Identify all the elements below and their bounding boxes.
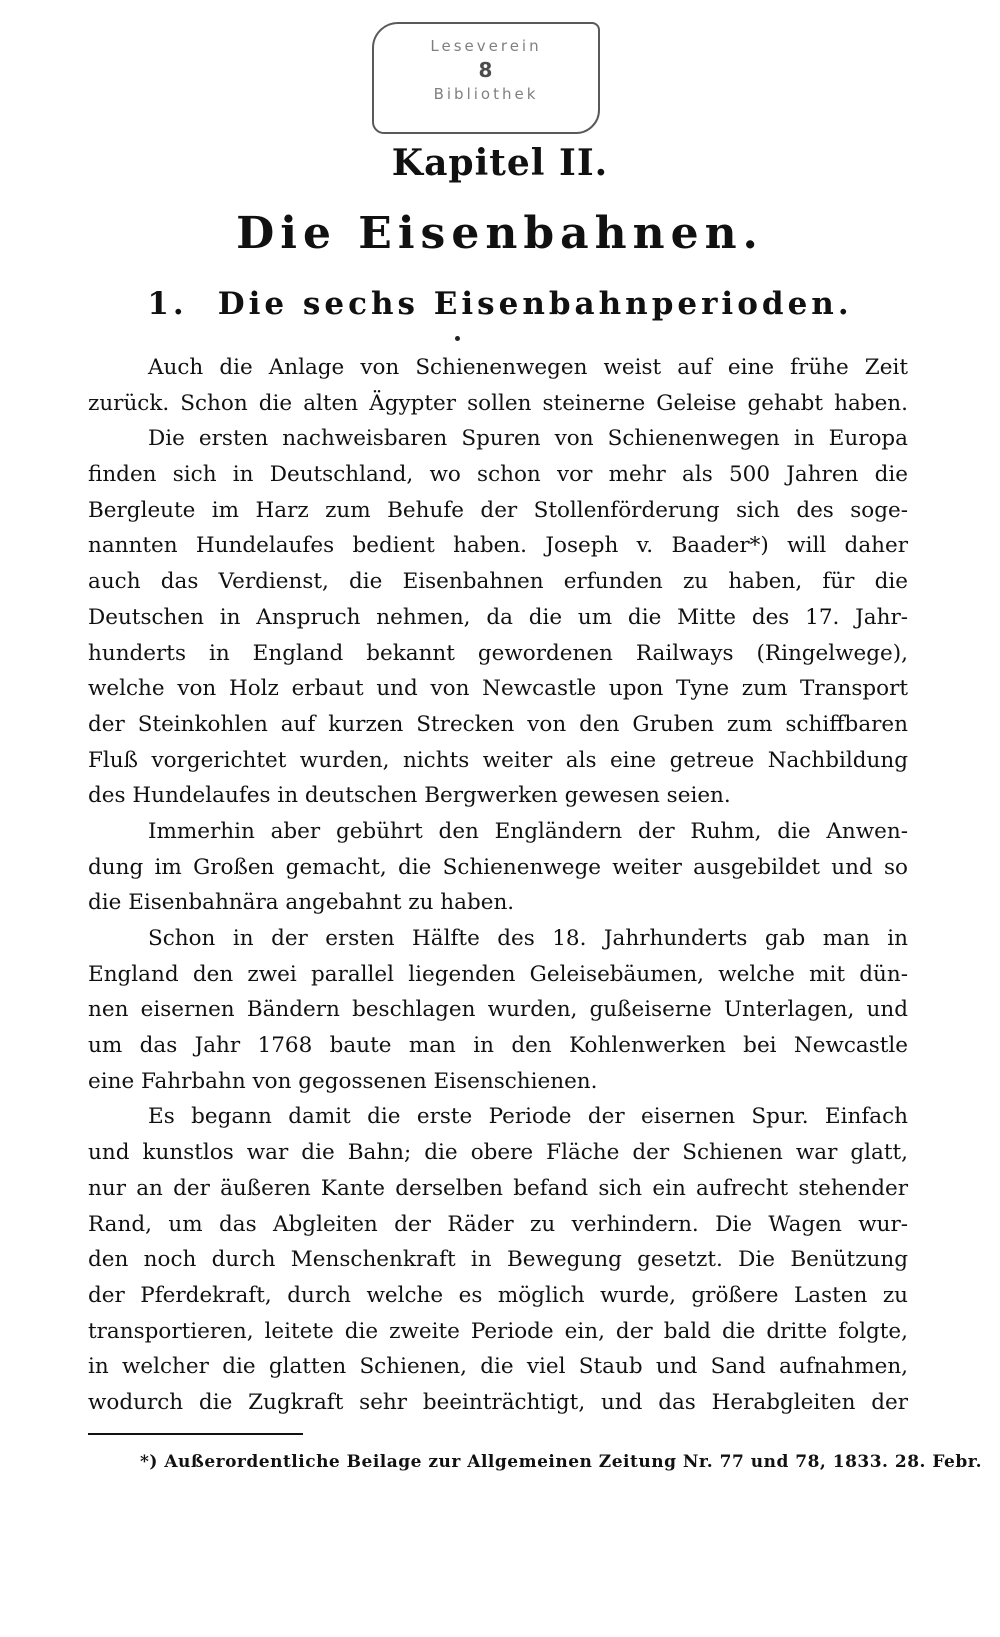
footnote-rule	[88, 1433, 303, 1435]
text-line: auch das Verdienst, die Eisenbahnen erfunden zu haben, für die	[88, 569, 908, 595]
text-line: Rand, um das Abgleiten der Räder zu verhindern. Die Wagen wur-	[88, 1211, 908, 1237]
section-title: Die sechs Eisenbahnperioden.	[217, 286, 853, 322]
text-line: eine Fahrbahn von gegossenen Eisenschienen.	[88, 1068, 598, 1094]
text-line: nur an der äußeren Kante derselben befand sich ein aufrecht stehender	[88, 1175, 908, 1201]
text-line: Fluß vorgerichtet wurden, nichts weiter als eine getreue Nachbildung	[88, 747, 908, 773]
stamp-line-2: Bibliothek	[433, 85, 539, 103]
text-line: zurück. Schon die alten Ägypter sollen steinerne Geleise gehabt haben.	[88, 390, 908, 416]
text-line: Immerhin aber gebührt den Engländern der Ruhm, die Anwen-	[148, 818, 908, 844]
text-line: Bergleute im Harz zum Behufe der Stollenförderung sich des soge-	[88, 497, 908, 523]
text-line: dung im Großen gemacht, die Schienenwege weiter ausgebildet und so	[88, 854, 908, 880]
text-line: nannten Hundelaufes bedient haben. Joseph v. Baader*) will daher	[88, 533, 908, 559]
text-line: der Steinkohlen auf kurzen Strecken von den Gruben zum schiffbaren	[88, 711, 908, 737]
text-line: der Pferdekraft, durch welche es möglich wurde, größere Lasten zu	[88, 1282, 908, 1308]
text-line: Schon in der ersten Hälfte des 18. Jahrhunderts gab man in	[148, 926, 908, 951]
text-line: die Eisenbahnära angebahnt zu haben.	[88, 890, 515, 916]
library-stamp	[372, 22, 600, 134]
text-line: und kunstlos war die Bahn; die obere Fläche der Schienen war glatt,	[88, 1140, 908, 1166]
text-line: Auch die Anlage von Schienenwegen weist auf eine frühe Zeit	[148, 355, 908, 380]
text-line: Es begann damit die erste Periode der eisernen Spur. Einfach	[148, 1104, 908, 1130]
text-line: England den zwei parallel liegenden Geleisebäumen, welche mit dün-	[88, 961, 908, 987]
text-line: um das Jahr 1768 baute man in den Kohlenwerken bei Newcastle	[88, 1033, 908, 1059]
text-line: wodurch die Zugkraft sehr beeinträchtigt, und das Herabgleiten der	[88, 1389, 908, 1415]
footnote: *) Außerordentliche Beilage zur Allgemeinen Zeitung Nr. 77 und 78, 1833. 28. Febr.	[140, 1452, 983, 1472]
text-line: in welcher die glatten Schienen, die viel Staub und Sand aufnahmen,	[88, 1354, 908, 1380]
chapter-label: Kapitel II.	[391, 142, 609, 184]
text-line: Die ersten nachweisbaren Spuren von Schienenwegen in Europa	[148, 426, 908, 452]
text-line: hunderts in England bekannt gewordenen Railways (Ringelwege),	[88, 640, 908, 666]
section-heading	[0, 286, 1000, 322]
stamp-line-1: Leseverein	[430, 37, 542, 55]
ornament-dot	[455, 336, 460, 341]
text-line: transportieren, leitete die zweite Periode ein, der bald die dritte folgte,	[88, 1318, 908, 1344]
text-line: Deutschen in Anspruch nehmen, da die um die Mitte des 17. Jahr-	[88, 604, 908, 630]
text-line: den noch durch Menschenkraft in Bewegung gesetzt. Die Benützung	[88, 1247, 908, 1273]
body-text	[88, 350, 908, 1421]
text-line: nen eisernen Bändern beschlagen wurden, gußeiserne Unterlagen, und	[88, 997, 908, 1023]
text-line: welche von Holz erbaut und von Newcastle upon Tyne zum Transport	[88, 676, 908, 702]
stamp-number: 8	[478, 58, 494, 82]
text-line: des Hundelaufes in deutschen Bergwerken gewesen seien.	[88, 783, 731, 809]
chapter-title: Die Eisenbahnen.	[236, 208, 764, 259]
section-number: 1.	[147, 286, 188, 322]
text-line: finden sich in Deutschland, wo schon vor mehr als 500 Jahren die	[88, 462, 908, 488]
